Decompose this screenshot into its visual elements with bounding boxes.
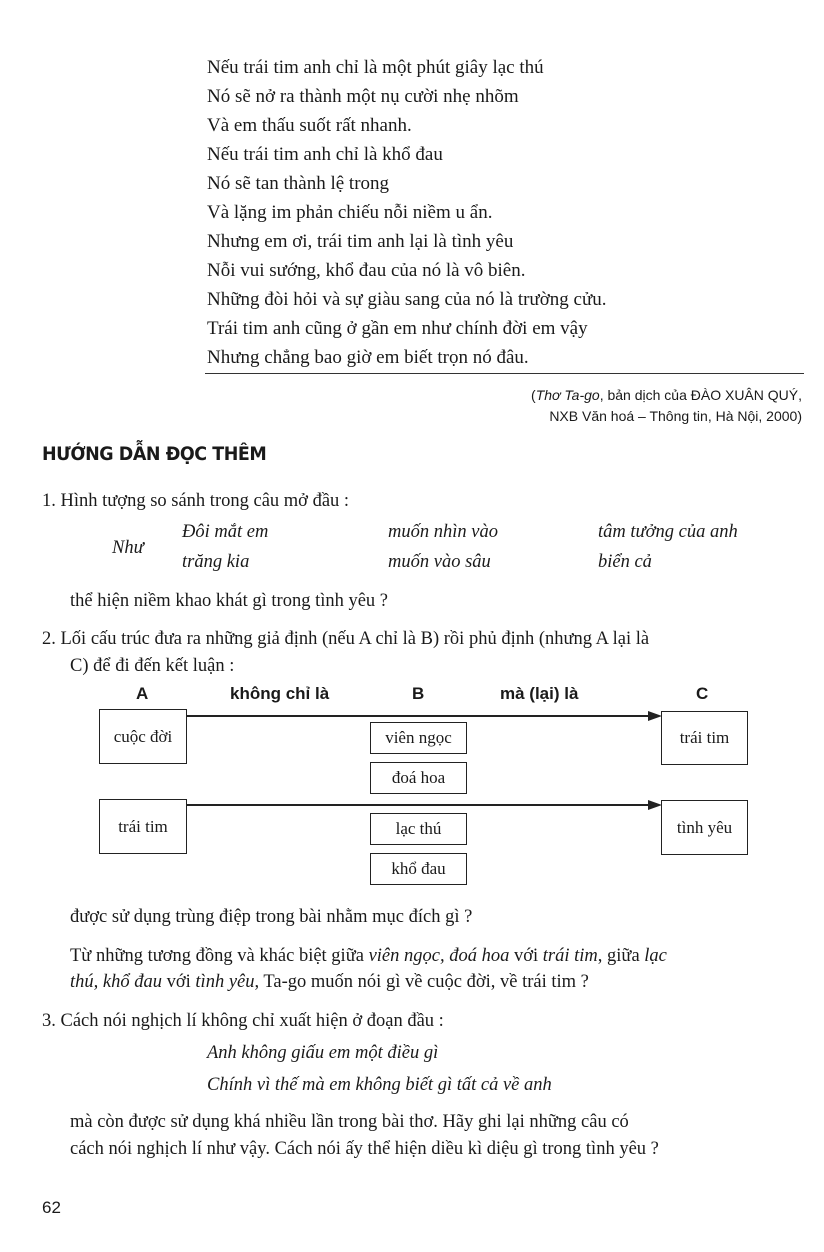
question-3-line-4: cách nói nghịch lí như vậy. Cách nói ấy thể hiện diều kì diệu gì trong tình yêu ? xyxy=(70,1139,659,1159)
quote-line: Anh không giấu em một điều gì xyxy=(207,1043,439,1063)
question-text: Lối cấu trúc đưa ra những giả định (nếu A chỉ là B) rồi phủ định (nhưng A lại là xyxy=(60,629,650,649)
text-run: với xyxy=(161,972,196,992)
question-number: 1. xyxy=(42,491,56,511)
section-heading: HƯỚNG DẪN ĐỌC THÊM xyxy=(42,443,267,465)
question-2-line-2: C) để đi đến kết luận : xyxy=(70,656,235,676)
poem-line: Trái tim anh cũng ở gần em như chính đời em vậy xyxy=(207,318,588,339)
citation-mid: , bản dịch của xyxy=(599,387,691,403)
box-c-row2: tình yêu xyxy=(661,800,748,855)
box-b2-row1: đoá hoa xyxy=(370,762,467,794)
citation-translator: ĐÀO XUÂN QUÝ xyxy=(690,387,799,403)
question-text: Cách nói nghịch lí không chỉ xuất hiện ở đoạn đầu : xyxy=(60,1011,444,1031)
poem-line: Và lặng im phản chiếu nỗi niềm u ẩn. xyxy=(207,202,493,223)
question-number: 3. xyxy=(42,1011,56,1031)
citation-end: , xyxy=(798,387,802,403)
comparison-cell: tâm tưởng của anh xyxy=(598,522,738,542)
poem-line: Nó sẽ nở ra thành một nụ cười nhẹ nhõm xyxy=(207,86,519,107)
citation-work: Thơ Ta-go xyxy=(535,387,600,403)
question-2-paragraph-line-2 xyxy=(70,970,589,994)
text-run: với xyxy=(509,946,543,966)
arrowhead xyxy=(648,711,662,721)
column-c-label: C xyxy=(696,684,709,703)
text-run-italic: tình yêu xyxy=(195,972,255,992)
question-2-after: được sử dụng trùng điệp trong bài nhằm mục đích gì ? xyxy=(70,907,473,927)
question-3 xyxy=(42,1009,444,1033)
box-a-row1: cuộc đời xyxy=(99,709,187,764)
text-run-italic: lạc xyxy=(644,946,667,966)
poem-line: Nhưng em ơi, trái tim anh lại là tình yêu xyxy=(207,231,514,252)
poem-line: Những đòi hỏi và sự giàu sang của nó là trường cửu. xyxy=(207,289,607,310)
comparison-cell: muốn vào sâu xyxy=(388,552,491,572)
poem-line: Nếu trái tim anh chỉ là khổ đau xyxy=(207,144,443,165)
comparison-cell: trăng kia xyxy=(182,552,250,572)
text-run: Từ những tương đồng và khác biệt giữa xyxy=(70,946,369,966)
citation-open: ( xyxy=(531,387,536,403)
box-b1-row1: viên ngọc xyxy=(370,722,467,754)
poem-line: Nhưng chẳng bao giờ em biết trọn nó đâu. xyxy=(207,347,529,368)
text-run: , giữa xyxy=(597,946,645,966)
box-b2-row2: khổ đau xyxy=(370,853,467,885)
column-but-label: mà (lại) là xyxy=(500,684,579,703)
text-run: , Ta-go muốn nói gì về cuộc đời, về trái tim ? xyxy=(254,972,589,992)
comparison-cell: Đôi mắt em xyxy=(182,522,269,542)
comparison-cell: muốn nhìn vào xyxy=(388,522,498,542)
text-run-italic: trái tim xyxy=(542,946,598,966)
column-a-label: A xyxy=(136,684,149,703)
comparison-cell: biển cả xyxy=(598,552,652,572)
question-1-followup: thể hiện niềm khao khát gì trong tình yêu ? xyxy=(70,591,389,611)
column-b-label: B xyxy=(412,684,425,703)
citation-line-2: NXB Văn hoá – Thông tin, Hà Nội, 2000) xyxy=(549,408,802,424)
text-run-italic: viên ngọc, đoá hoa xyxy=(368,946,510,966)
page-number: 62 xyxy=(42,1198,61,1217)
question-3-line-3: mà còn được sử dụng khá nhiều lần trong bài thơ. Hãy ghi lại những câu có xyxy=(70,1112,629,1132)
quote-line: Chính vì thế mà em không biết gì tất cả về anh xyxy=(207,1075,552,1095)
box-c-row1: trái tim xyxy=(661,711,748,765)
poem-line: Nếu trái tim anh chỉ là một phút giây lạc thú xyxy=(207,57,544,78)
poem-line: Nỗi vui sướng, khổ đau của nó là vô biên. xyxy=(207,260,526,281)
box-a-row2: trái tim xyxy=(99,799,187,854)
box-b1-row2: lạc thú xyxy=(370,813,467,845)
text-run-italic: thú, khổ đau xyxy=(70,972,162,992)
question-number: 2. xyxy=(42,629,56,649)
comparison-nhu: Như xyxy=(112,538,144,558)
question-text: Hình tượng so sánh trong câu mở đầu : xyxy=(60,491,350,511)
poem-line: Nó sẽ tan thành lệ trong xyxy=(207,173,390,194)
question-2-paragraph-line-1 xyxy=(70,944,667,968)
arrowhead xyxy=(648,800,662,810)
poem-line: Và em thấu suốt rất nhanh. xyxy=(207,115,412,136)
column-not-only-label: không chỉ là xyxy=(230,684,330,703)
